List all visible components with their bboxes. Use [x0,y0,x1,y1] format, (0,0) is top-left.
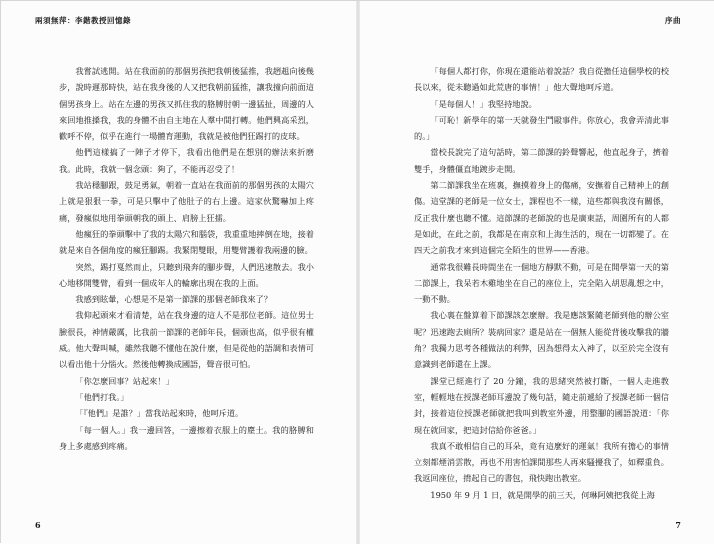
paragraph: 我仰起頭來才看清楚，站在我身邊的這人不是那位老師。這位男士臉很長，神情嚴厲，比我前一節課的老師年長，個頭也高，似乎很有權威。他大聲叫喊，雖然我聽不懂他在說什麼，但是從他的語調和表情可以看出他十分惱火。然後他轉換成國語，聲音很可怕。 [59,310,314,370]
paragraph: 第二節課我坐在班裏，撫摸着身上的傷痛，安撫着自己精神上的創傷。這堂課的老師是一位女士，課程也不一樣，這些都與我沒有關係，反正我什麼也聽不懂。這節課的老師說的也是廣東話，周圍所有的人都是如此，在此之前，我都是在南京和上海生活的，現在一切都變了。在四天之前我才來到這個完全陌生的世界——香港。 [414,180,669,256]
paragraph: 「是每個人！」我堅持地說。 [430,98,537,109]
page-number: 7 [675,520,681,530]
paragraph: 他瘋狂的拳頭擊中了我的太陽穴和腦袋，我重重地摔倒在地，接着就是來自各個角度的瘋狂腳踢。我緊閉雙眼，用雙臂護着我兩邊的臉。 [59,228,314,256]
paragraph: 當校長說完了這句話時，第二節課的鈴聲響起，他直起身子，擠着雙手，身體僵直地踱步走開。 [414,147,669,174]
paragraph: 「每一個人。」我一邊回答，一邊擦着衣服上的塵土。我的胳膊和身上多處感到疼痛。 [59,424,314,451]
paragraph: 我嘗試逃開。站在我面前的那個男孩把我朝後猛推，我趔趄向後幾步，說時遲那時快，站在我身後的人又把我朝前猛推，讓我撞向前面這個男孩身上。站在左邊的男孩又抓住我的胳膊肘朝一邊猛扯，周邊的人來回地推搡我，我的身體不由自主地在人羣中間打轉。他們興高采烈，歡呼不停，似乎在進行一場體育運動，我就是被他們狂踢打的皮球。 [59,66,314,142]
paragraph: 突然，踢打戛然而止，只聽到飛奔的腳步聲，人們迅速散去。我小心地移開雙臂，看到一個成年人的輪廓出現在我的上面。 [59,261,314,288]
left-page [1,1,356,544]
page-number: 6 [35,520,41,530]
running-head: 序曲 [665,16,681,25]
paragraph: 「每個人都打你，你現在還能站着說話？我自從擔任這個學校的校長以來，從未聽過如此荒唐的事情！」他大聲地呵斥道。 [414,66,669,93]
paragraph: 「他們打我。」 [75,391,129,402]
paragraph: 「你怎麼回事？站起來！」 [75,375,174,386]
paragraph: 「可恥！新學年的第一天就發生鬥毆事件。你放心，我會弄清此事的。」 [414,114,669,142]
body-text [59,63,314,454]
paragraph: 他們這樣搞了一陣子才停下，我看出他們是在想別的辦法來折磨我。此時，我就一個念頭：夠了，不能再忍受了！ [59,147,314,174]
paragraph: 我站穩腳跟，鼓足勇氣，朝着一直站在我面前的那個男孩的太陽穴上就是狠狠一拳，可是只擊中了他肚子的右上邊。這家伙驚嚇加上疼痛，發瘋似地用拳頭朝我的頭上、肩膀上狂擂。 [59,180,314,223]
paragraph: 我真不敢相信自己的耳朵，竟有這麼好的運氣！我所有擔心的事情立刻都煙消雲散，再也不用害怕課間那些人再來騷擾我了，如釋重負。我返回座位，揹起自己的書包，飛快跑出教室。 [414,440,669,484]
right-page [360,1,714,544]
paragraph: 我心裏在盤算着下節課該怎麼辦。我是應該緊隨老師到他的辦公室呢？迅速跑去廁所？裝病回家？還是站在一個無人能從背後攻擊我的牆角？我獨力思考各種做法的利弊，因為想得太入神了，以至於完全沒有意識到老師還在上課。 [414,310,669,370]
paragraph: 「『他們』是誰？」當我站起來時，他呵斥道。 [75,408,244,419]
paragraph: 1950 年 9 月 1 日，就是開學的前三天，何琳阿姨把我從上海 [430,489,655,500]
running-head: 兩須無萍：李鍇教授回憶錄 [35,16,131,25]
paragraph: 我感到眩暈，心想是不是第一節課的那個老師我來了？ [75,294,272,305]
body-text [414,63,669,503]
paragraph: 通常我很難長時間坐在一個地方靜默不動，可是在開學第一天的第二節課上，我呆若木雞地坐在自己的座位上，完全陷入胡思亂想之中，一動不動。 [414,261,669,305]
paragraph: 課堂已經進行了 20 分鐘，我的思緒突然被打斷，一個人走進教室，輕輕地在授課老師耳邊說了幾句話，隨走前遞給了授課老師一個信封，接着這位授課老師就把我叫到教室外邊，用整腳的國語說道：「你現在就回家，把這封信給你爸爸。」 [414,375,669,435]
